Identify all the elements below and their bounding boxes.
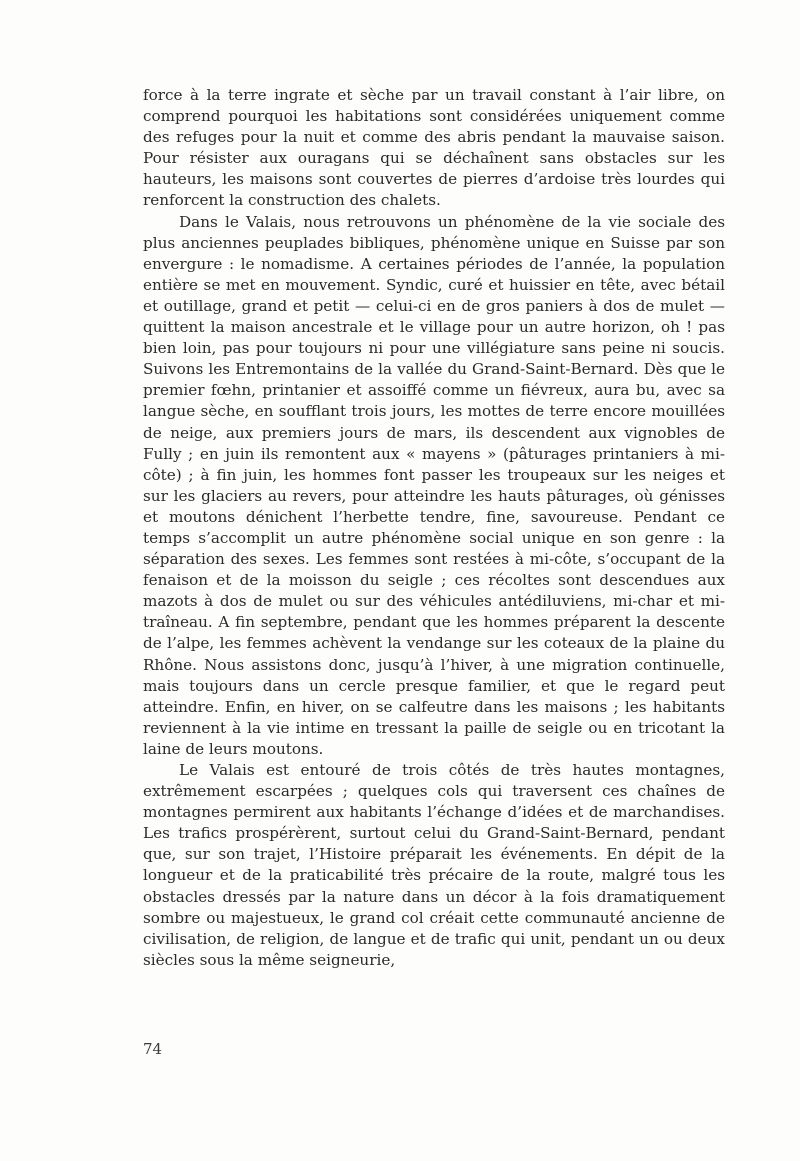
- paragraph-2: Dans le Valais, nous retrouvons un phénomène de la vie sociale des plus anciennes peuplades bibliques, phénomène unique en Suisse par son envergure : le nomadisme. A certaines périodes de l’année, la population entière se met en mouvement. Syndic, curé et huissier en tête, avec bétail et outillage, grand et petit — celui-ci en de gros paniers à dos de mulet — quittent la maison ancestrale et le village pour un autre horizon, oh ! pas bien loin, pas pour toujours ni pour une villégiature sans peine ni soucis. Suivons les Entremontains de la vallée du Grand-Saint-Bernard. Dès que le premier fœhn, printanier et assoiffé comme un fiévreux, aura bu, avec sa langue sèche, en soufflant trois jours, les mottes de terre encore mouillées de neige, aux premiers jours de mars, ils descendent aux vignobles de Fully ; en juin ils remontent aux « mayens » (pâturages printaniers à mi-côte) ; à fin juin, les hommes font passer les troupeaux sur les neiges et sur les glaciers au revers, pour atteindre les hauts pâturages, où génisses et moutons dénichent l’herbette tendre, fine, savoureuse. Pendant ce temps s’accomplit un autre phénomène social unique en son genre : la séparation des sexes. Les femmes sont restées à mi-côte, s’occupant de la fenaison et de la moisson du seigle ; ces récoltes sont descendues aux mazots à dos de mulet ou sur des véhicules antédiluviens, mi-char et mi-traîneau. A fin septembre, pendant que les hommes préparent la descente de l’alpe, les femmes achèvent la vendange sur les coteaux de la plaine du Rhône. Nous assistons donc, jusqu’à l’hiver, à une migration continuelle, mais toujours dans un cercle presque familier, et que le regard peut atteindre. Enfin, en hiver, on se calfeutre dans les maisons ; les habitants reviennent à la vie intime en tressant la paille de seigle ou en tricotant la laine de leurs moutons.: [143, 212, 725, 758]
- body-text: [143, 85, 725, 971]
- paragraph-1: force à la terre ingrate et sèche par un travail constant à l’air libre, on comprend pourquoi les habitations sont considérées uniquement comme des refuges pour la nuit et comme des abris pendant la mauvaise saison. Pour résister aux ouragans qui se déchaînent sans obstacles sur les hauteurs, les maisons sont couvertes de pierres d’ardoise très lourdes qui renforcent la construction des chalets.: [143, 86, 725, 210]
- page-number: 74: [143, 1040, 163, 1058]
- paragraph-3: Le Valais est entouré de trois côtés de très hautes montagnes, extrêmement escarpées ; quelques cols qui traversent ces chaînes de montagnes permirent aux habitants l’échange d’idées et de marchandises. Les trafics prospérèrent, surtout celui du Grand-Saint-Bernard, pendant que, sur son trajet, l’Histoire préparait les événements. En dépit de la longueur et de la praticabilité très précaire de la route, malgré tous les obstacles dressés par la nature dans un décor à la fois dramatiquement sombre ou majestueux, le grand col créait cette communauté ancienne de civilisation, de religion, de langue et de trafic qui unit, pendant un ou deux siècles sous la même seigneurie,: [143, 761, 725, 969]
